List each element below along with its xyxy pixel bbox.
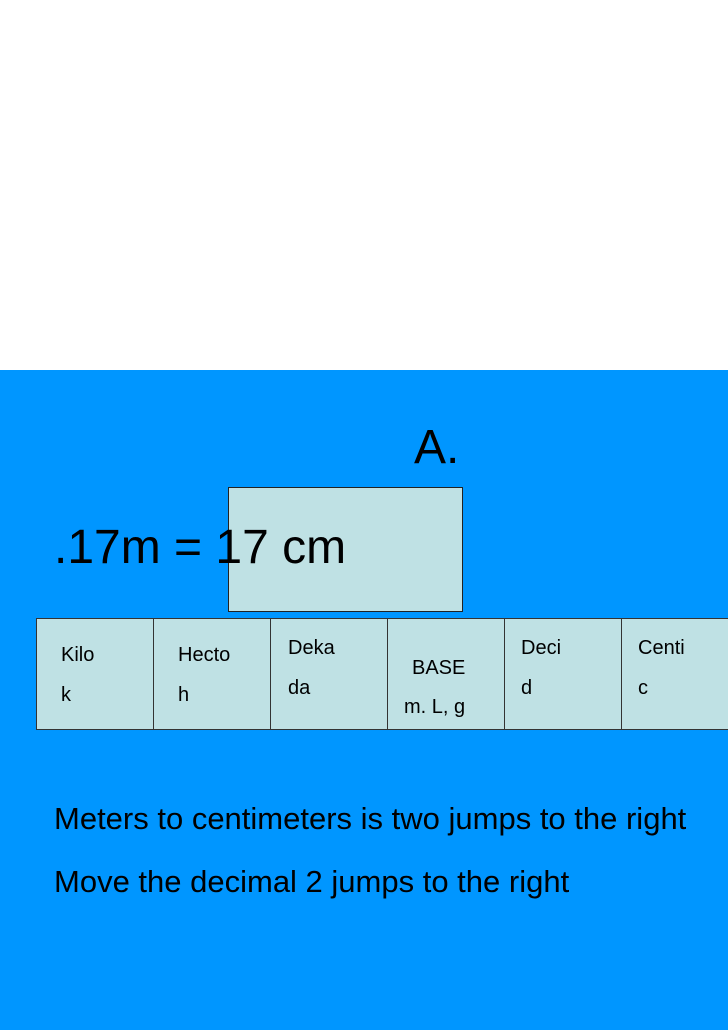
prefix-cell-base xyxy=(388,619,505,729)
prefix-cell-deci xyxy=(505,619,622,729)
prefix-cell-centi xyxy=(622,619,728,729)
prefix-cell-deka xyxy=(271,619,388,729)
prefix-symbol: m. L, g xyxy=(404,696,466,718)
prefix-name: Kilo xyxy=(61,644,95,666)
prefix-symbol: d xyxy=(521,677,533,699)
prefix-name: Deka xyxy=(288,637,335,659)
prefix-cell-kilo xyxy=(37,619,154,729)
prefix-symbol: da xyxy=(288,677,311,699)
prefix-name: BASE xyxy=(412,657,466,679)
prefix-name: Hecto xyxy=(178,644,231,666)
prefix-name: Deci xyxy=(521,637,562,659)
blank-top-area xyxy=(0,0,728,370)
prefix-symbol: c xyxy=(638,677,648,699)
note-line-2: Move the decimal 2 jumps to the right xyxy=(54,864,570,899)
prefix-symbol: h xyxy=(178,684,190,706)
prefix-cell-hecto xyxy=(154,619,271,729)
prefix-name: Centi xyxy=(638,637,685,659)
note-line-1: Meters to centimeters is two jumps to the right xyxy=(54,801,687,836)
conversion-equation: .17m = 17 cm xyxy=(54,521,347,574)
prefix-symbol: k xyxy=(61,684,71,706)
metric-prefix-table xyxy=(36,618,728,730)
answer-letter: A. xyxy=(414,421,460,474)
